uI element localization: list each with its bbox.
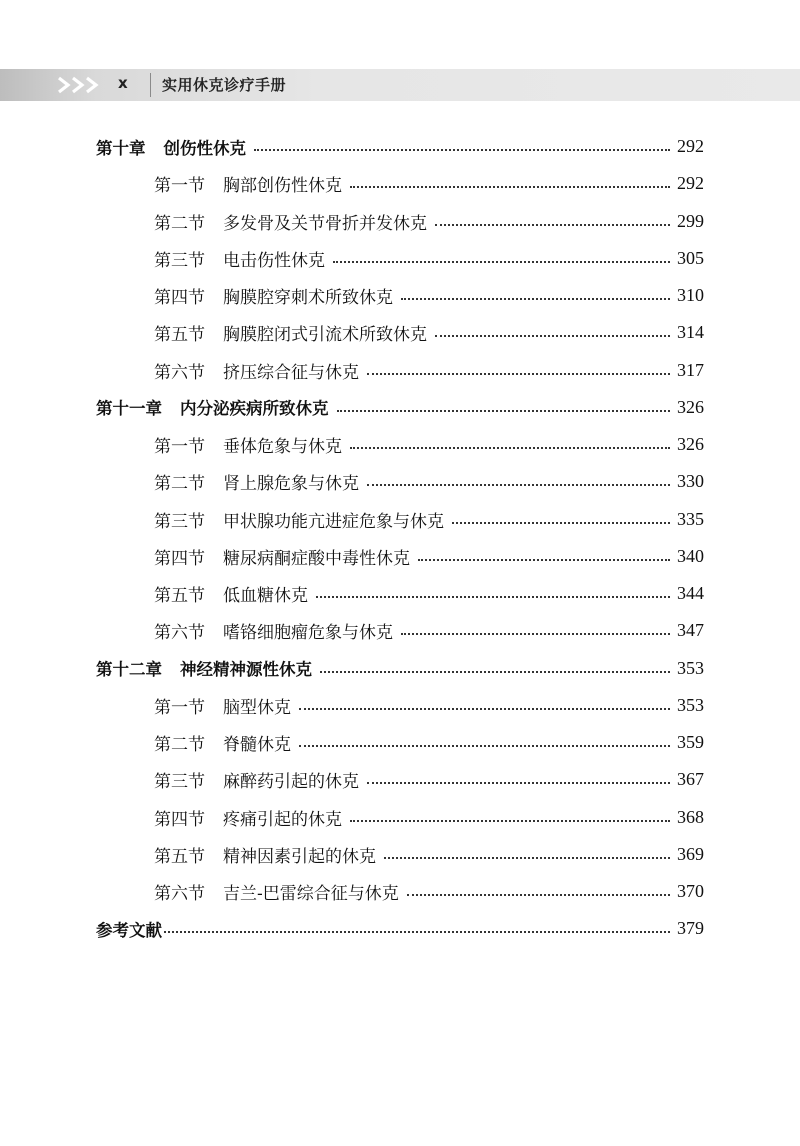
section-number: 第四节: [154, 548, 205, 569]
page-number: 305: [677, 247, 704, 268]
page-number: 310: [677, 285, 704, 306]
section-label: [154, 432, 342, 457]
section-title: 胸部创伤性休克: [223, 176, 342, 197]
page-number: 317: [677, 359, 704, 380]
section-title: 肾上腺危象与休克: [223, 474, 359, 495]
dot-leader: [350, 819, 670, 822]
chapter-number: 第十一章: [96, 399, 162, 419]
section-title: 脑型休克: [223, 697, 291, 718]
book-title: 实用休克诊疗手册: [162, 76, 287, 94]
section-label: [154, 730, 291, 755]
table-of-contents: [0, 128, 800, 948]
toc-section[interactable]: [0, 575, 800, 612]
section-title: 糖尿病酮症酸中毒性休克: [223, 548, 410, 569]
section-label: [154, 283, 393, 308]
chapter-title: 内分泌疾病所致休克: [180, 399, 329, 419]
chapter-label: [96, 395, 329, 419]
section-label: [154, 581, 308, 606]
toc-section[interactable]: [0, 687, 800, 724]
section-title: 嗜铬细胞瘤危象与休克: [223, 623, 393, 644]
header-divider: [150, 73, 151, 97]
section-number: 第四节: [154, 288, 205, 309]
dot-leader: [384, 856, 670, 859]
section-label: [154, 805, 342, 830]
dot-leader: [299, 707, 670, 710]
page-number: 335: [677, 508, 704, 529]
dot-leader: [452, 521, 670, 524]
dot-leader: [254, 148, 670, 151]
section-number: 第五节: [154, 846, 205, 867]
section-label: [154, 209, 427, 234]
section-label: [154, 544, 410, 569]
section-label: [154, 693, 291, 718]
page-number: 353: [677, 694, 704, 715]
page-number: 353: [677, 657, 704, 678]
page-number: 368: [677, 806, 704, 827]
dot-leader: [401, 632, 670, 635]
section-label: [154, 246, 325, 271]
dot-leader: [418, 558, 670, 561]
dot-leader: [367, 781, 670, 784]
toc-section[interactable]: [0, 501, 800, 538]
toc-references[interactable]: [0, 910, 800, 947]
toc-section[interactable]: [0, 724, 800, 761]
section-title: 精神因素引起的休克: [223, 846, 376, 867]
section-title: 麻醉药引起的休克: [223, 772, 359, 793]
toc-chapter-12[interactable]: [0, 650, 800, 687]
section-number: 第六节: [154, 884, 205, 905]
dot-leader: [299, 744, 670, 747]
dot-leader: [367, 483, 670, 486]
page-number: 340: [677, 545, 704, 566]
toc-section[interactable]: [0, 426, 800, 463]
section-title: 疼痛引起的休克: [223, 809, 342, 830]
page-number: x: [118, 74, 128, 92]
running-header: [0, 69, 800, 101]
references-title: 参考文献: [96, 920, 162, 940]
section-label: [154, 842, 376, 867]
page-number: 347: [677, 620, 704, 641]
dot-leader: [164, 930, 670, 933]
section-label: [154, 469, 359, 494]
toc-section[interactable]: [0, 799, 800, 836]
section-number: 第一节: [154, 176, 205, 197]
dot-leader: [350, 185, 670, 188]
page-number: 344: [677, 583, 704, 604]
page-number: 359: [677, 732, 704, 753]
page-number: 370: [677, 881, 704, 902]
section-number: 第六节: [154, 362, 205, 383]
section-number: 第四节: [154, 809, 205, 830]
section-title: 多发骨及关节骨折并发休克: [223, 213, 427, 234]
toc-section[interactable]: [0, 240, 800, 277]
toc-section[interactable]: [0, 612, 800, 649]
section-number: 第六节: [154, 623, 205, 644]
section-title: 胸膜腔闭式引流术所致休克: [223, 325, 427, 346]
section-number: 第一节: [154, 697, 205, 718]
section-label: [154, 507, 444, 532]
page-number: 314: [677, 322, 704, 343]
page-number: 379: [677, 918, 704, 939]
dot-leader: [367, 372, 670, 375]
section-number: 第二节: [154, 213, 205, 234]
section-title: 脊髓休克: [223, 735, 291, 756]
section-title: 低血糖休克: [223, 586, 308, 607]
toc-section[interactable]: [0, 203, 800, 240]
section-label: [154, 879, 399, 904]
section-label: [154, 358, 359, 383]
dot-leader: [435, 223, 670, 226]
triple-chevron-icon: [56, 76, 104, 94]
dot-leader: [350, 446, 670, 449]
page-number: 330: [677, 471, 704, 492]
dot-leader: [320, 670, 670, 673]
dot-leader: [316, 595, 670, 598]
section-label: [154, 320, 427, 345]
toc-chapter-10[interactable]: [0, 128, 800, 165]
toc-section[interactable]: [0, 538, 800, 575]
section-number: 第五节: [154, 325, 205, 346]
section-title: 甲状腺功能亢进症危象与休克: [223, 511, 444, 532]
toc-section[interactable]: [0, 165, 800, 202]
chapter-number: 第十二章: [96, 660, 162, 680]
chapter-number: 第十章: [96, 138, 146, 158]
chapter-label: [96, 135, 246, 159]
section-title: 挤压综合征与休克: [223, 362, 359, 383]
section-number: 第三节: [154, 511, 205, 532]
page-number: 292: [677, 173, 704, 194]
section-title: 胸膜腔穿刺术所致休克: [223, 288, 393, 309]
toc-section[interactable]: [0, 836, 800, 873]
section-number: 第二节: [154, 474, 205, 495]
section-number: 第二节: [154, 735, 205, 756]
toc-section[interactable]: [0, 761, 800, 798]
dot-leader: [337, 409, 671, 412]
page-number: 369: [677, 843, 704, 864]
dot-leader: [407, 893, 670, 896]
chapter-title: 神经精神源性休克: [180, 660, 312, 680]
toc-section[interactable]: [0, 352, 800, 389]
section-number: 第一节: [154, 437, 205, 458]
section-number: 第三节: [154, 772, 205, 793]
dot-leader: [333, 260, 670, 263]
page-number: 326: [677, 396, 704, 417]
section-title: 吉兰-巴雷综合征与休克: [223, 884, 399, 905]
page-number: 367: [677, 769, 704, 790]
dot-leader: [435, 334, 670, 337]
section-label: [154, 171, 342, 196]
section-label: [154, 618, 393, 643]
toc-section[interactable]: [0, 277, 800, 314]
section-number: 第五节: [154, 586, 205, 607]
section-label: [154, 767, 359, 792]
toc-chapter-11[interactable]: [0, 389, 800, 426]
toc-section[interactable]: [0, 873, 800, 910]
chevron-right-icon: [84, 76, 102, 94]
chapter-title: 创伤性休克: [163, 138, 246, 158]
toc-section[interactable]: [0, 463, 800, 500]
toc-section[interactable]: [0, 314, 800, 351]
page-number: 299: [677, 210, 704, 231]
section-title: 垂体危象与休克: [223, 437, 342, 458]
dot-leader: [401, 297, 670, 300]
page-number: 326: [677, 434, 704, 455]
section-title: 电击伤性休克: [223, 250, 325, 271]
chapter-label: [96, 656, 312, 680]
section-number: 第三节: [154, 250, 205, 271]
page-number: 292: [677, 136, 704, 157]
